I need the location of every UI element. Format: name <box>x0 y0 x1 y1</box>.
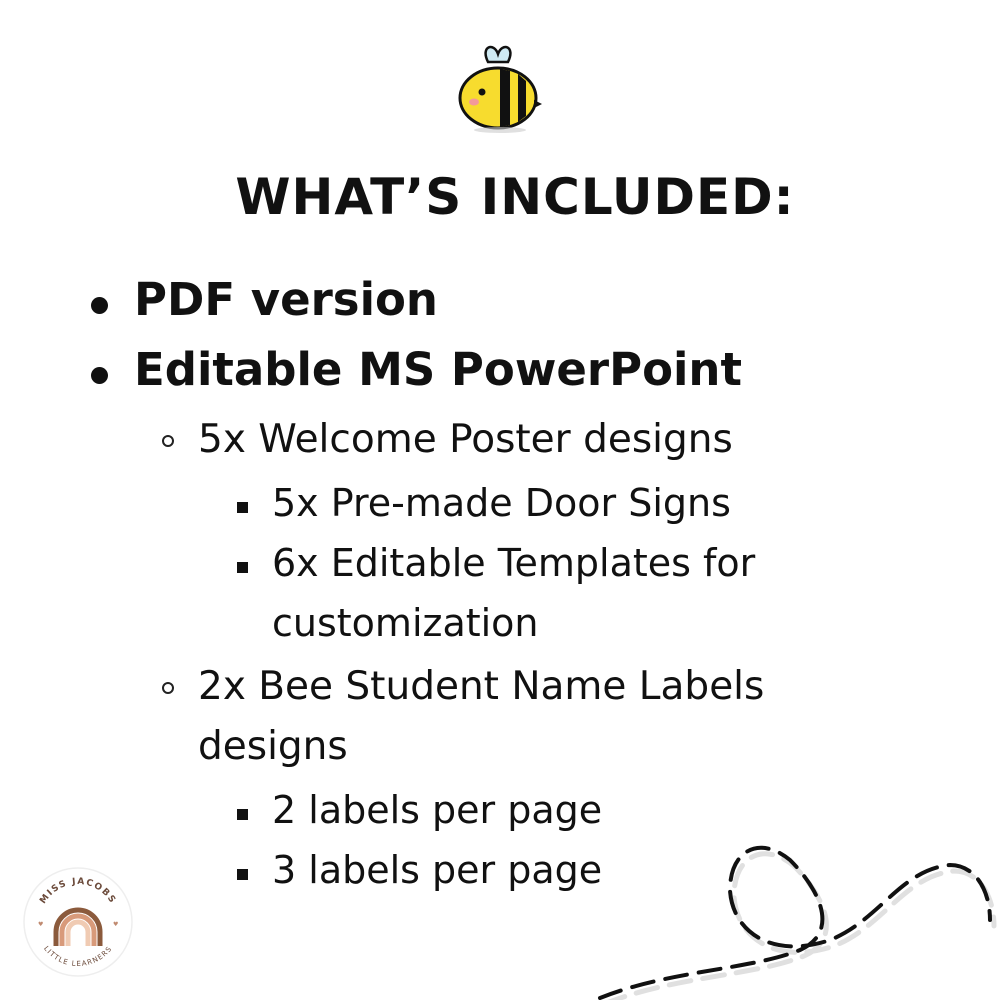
bee-icon <box>452 40 542 135</box>
rainbow-logo-icon <box>22 866 134 978</box>
svg-text:♥: ♥ <box>38 921 44 928</box>
list-item: 5x Welcome Poster designs <box>198 417 733 462</box>
bullet-circle-icon <box>162 435 174 447</box>
bullet-circle-icon <box>162 682 174 694</box>
list-item: 2x Bee Student Name Labels <box>198 664 765 709</box>
logo-bottom-text: LITTLE LEARNERS <box>42 944 114 969</box>
list-item: 2 labels per page <box>272 788 603 832</box>
bullet-disc-icon <box>91 367 108 384</box>
list-item: PDF version <box>134 273 438 326</box>
list-item: 5x Pre-made Door Signs <box>272 481 731 525</box>
bullet-square-icon <box>237 502 248 513</box>
dashed-flight-path <box>580 820 1000 1000</box>
logo-top-text: MISS JACOBS <box>38 876 118 906</box>
list-item-continuation: designs <box>198 724 348 769</box>
list-item: 3 labels per page <box>272 848 603 892</box>
bullet-square-icon <box>237 869 248 880</box>
bullet-disc-icon <box>91 297 108 314</box>
svg-text:♥: ♥ <box>113 921 119 928</box>
list-item: Editable MS PowerPoint <box>134 343 742 396</box>
bullet-square-icon <box>237 809 248 820</box>
list-item-continuation: customization <box>272 601 539 645</box>
bullet-square-icon <box>237 562 248 573</box>
page-title: WHAT’S INCLUDED: <box>235 168 795 226</box>
list-item: 6x Editable Templates for <box>272 541 756 585</box>
